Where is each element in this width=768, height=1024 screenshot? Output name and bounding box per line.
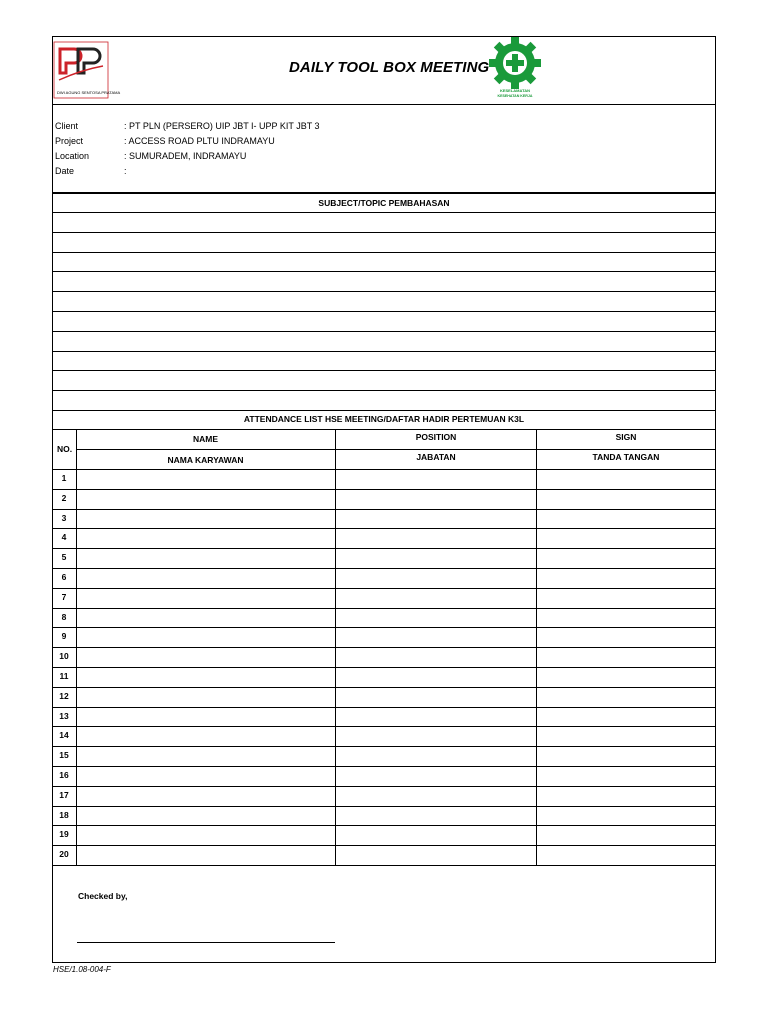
- subject-row-line: [53, 212, 715, 213]
- page-title: DAILY TOOL BOX MEETING: [289, 59, 490, 76]
- company-logo-text: DWI AGUNG SENTOSA PRATAMA: [57, 90, 121, 95]
- row-number: 20: [59, 849, 69, 860]
- table-row-line: [53, 845, 715, 846]
- col-name-subheader: NAMA KARYAWAN: [167, 455, 244, 465]
- table-row-line: [53, 509, 715, 510]
- row-number: 19: [59, 829, 69, 840]
- subject-row-line: [53, 331, 715, 332]
- row-number: 17: [59, 789, 69, 800]
- document-code: HSE/1.08-004-F: [53, 965, 111, 974]
- table-row-line: [53, 647, 715, 648]
- table-row-line: [53, 806, 715, 807]
- subject-row-line: [53, 232, 715, 233]
- row-number: 16: [59, 770, 69, 780]
- table-row-line: [53, 469, 715, 470]
- project-info: [53, 105, 715, 193]
- company-logo: [53, 40, 121, 100]
- col-position-subheader: JABATAN: [416, 452, 456, 462]
- table-header-top-line: [53, 429, 715, 430]
- subject-row-line: [53, 252, 715, 253]
- table-row-line: [53, 667, 715, 668]
- row-number: 13: [59, 710, 69, 721]
- table-subheader-line: [76, 449, 715, 450]
- row-number: 18: [59, 809, 69, 820]
- subject-row-line: [53, 390, 715, 391]
- subject-row-line: [53, 311, 715, 312]
- info-label: Client: [55, 121, 79, 131]
- row-number: 6: [61, 572, 67, 582]
- col-name-header: NAME: [192, 434, 219, 444]
- checked-by-label: Checked by,: [78, 891, 128, 901]
- info-value: : ACCESS ROAD PLTU INDRAMAYU: [124, 136, 275, 146]
- col-sign-header: SIGN: [615, 432, 637, 442]
- k3-logo-text-2: KESEHATAN KERJA: [497, 94, 533, 98]
- row-number: 5: [61, 552, 67, 563]
- info-value: :: [124, 166, 127, 176]
- table-row-line: [53, 568, 715, 569]
- subject-row-line: [53, 351, 715, 352]
- row-number: 4: [61, 532, 67, 543]
- table-row-line: [53, 489, 715, 490]
- form-header: [53, 37, 715, 105]
- row-number: 8: [61, 611, 67, 622]
- table-row-line: [53, 608, 715, 609]
- table-row-line: [53, 766, 715, 767]
- row-number: 3: [61, 512, 67, 523]
- row-number: 2: [61, 492, 67, 503]
- row-number: 1: [61, 473, 67, 483]
- k3-safety-logo: [486, 37, 544, 99]
- k3-logo-text-1: KESELAMATAN: [499, 88, 531, 93]
- subject-top-line: [53, 193, 715, 194]
- signature-line: [77, 942, 335, 943]
- row-number: 9: [61, 631, 67, 642]
- info-value: : PT PLN (PERSERO) UIP JBT I- UPP KIT JBT 3: [124, 121, 320, 131]
- row-number: 14: [59, 730, 69, 741]
- col-no-header: NO.: [56, 444, 73, 454]
- table-row-line: [53, 707, 715, 708]
- row-number: 10: [59, 651, 69, 662]
- tool-box-meeting-form: [52, 36, 716, 963]
- subject-row-line: [53, 271, 715, 272]
- table-row-line: [53, 786, 715, 787]
- subject-row-line: [53, 370, 715, 371]
- table-row-line: [53, 746, 715, 747]
- col-position-header: POSITION: [415, 432, 457, 442]
- table-row-line: [53, 825, 715, 826]
- info-label: Project: [55, 136, 84, 146]
- info-value: : SUMURADEM, INDRAMAYU: [124, 151, 247, 161]
- row-number: 11: [59, 671, 69, 681]
- table-row-line: [53, 528, 715, 529]
- table-row-line: [53, 726, 715, 727]
- subject-title: SUBJECT/TOPIC PEMBAHASAN: [318, 198, 450, 208]
- table-row-line: [53, 687, 715, 688]
- col-sign-subheader: TANDA TANGAN: [592, 452, 660, 462]
- row-number: 7: [61, 591, 67, 602]
- table-row-line: [53, 627, 715, 628]
- subject-row-line: [53, 291, 715, 292]
- attendance-title: ATTENDANCE LIST HSE MEETING/DAFTAR HADIR PERTEMUAN K3L: [243, 414, 525, 424]
- info-label: Location: [55, 151, 90, 161]
- row-number: 12: [59, 690, 69, 701]
- table-row-line: [53, 588, 715, 589]
- table-row-line: [53, 548, 715, 549]
- info-label: Date: [55, 166, 75, 176]
- row-number: 15: [59, 750, 69, 761]
- table-bottom-line: [53, 865, 715, 866]
